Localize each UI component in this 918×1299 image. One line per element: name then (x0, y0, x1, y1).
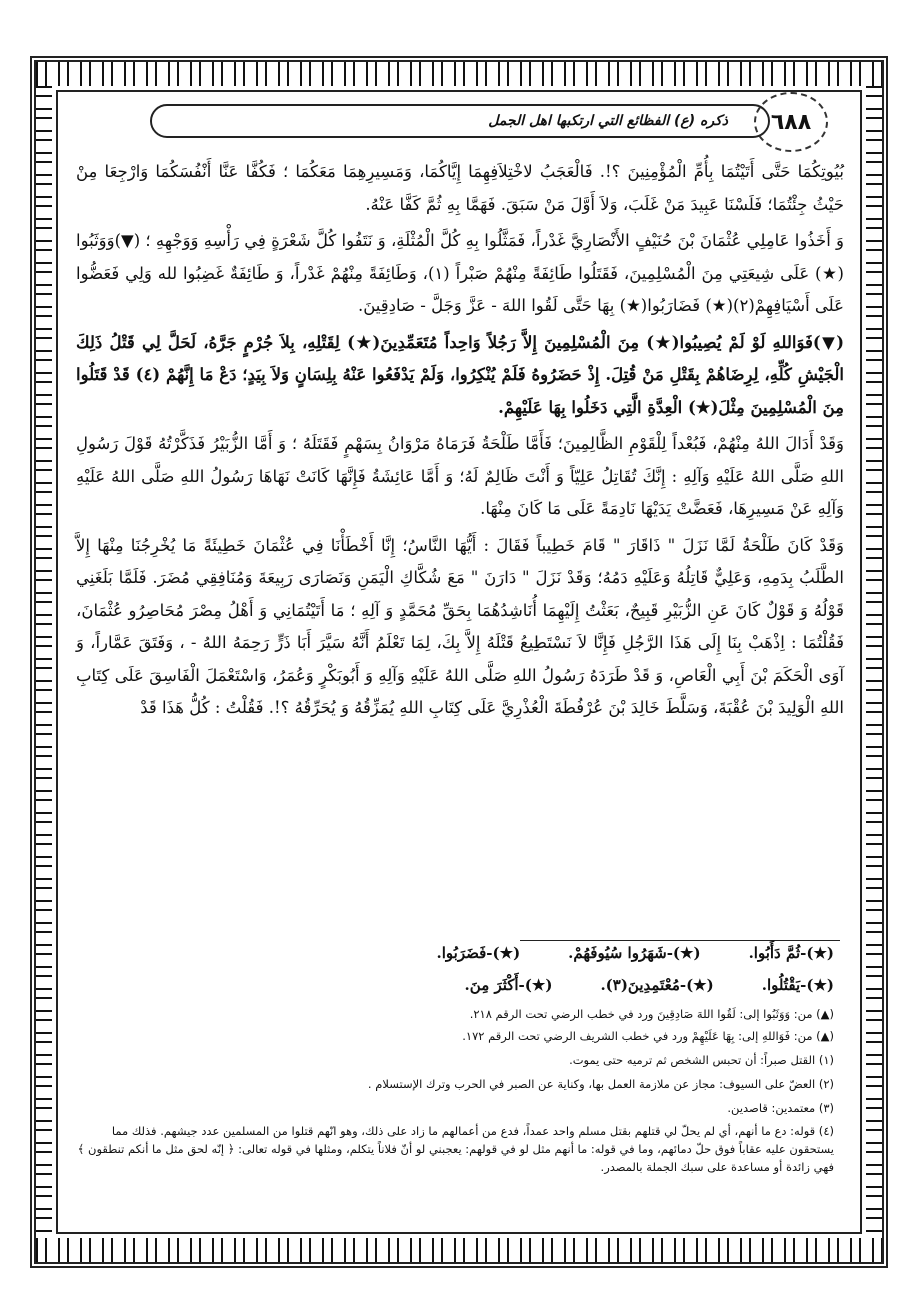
variant-reading: (★)-ثُمَّ دَأَبُوا. (748, 944, 834, 962)
footnote-separator (520, 940, 840, 941)
footnote: (▲) من: فَوَاللهِ إلى: بِهَا عَلَيْهِمْ ورد في خطب الشريف الرضي تحت الرقم ١٧٢. (462, 1029, 834, 1043)
variant-readings-row (465, 976, 834, 994)
variant-reading: (★)-يَقْتُلُوا. (761, 976, 834, 994)
main-text (76, 156, 844, 725)
variant-readings-row (437, 944, 834, 962)
ornament-band-top (36, 62, 882, 86)
ornament-band-bottom (36, 1238, 882, 1262)
footnote: (١) القتل صبراً: أن تحبس الشخص ثم ترميه حتى يموت. (569, 1053, 834, 1067)
ornament-band-left (36, 86, 52, 1238)
paragraph: وَقَدْ كَانَ طَلْحَةُ لَمَّا نَزَلَ " ذَاقَارَ " قَامَ خَطِيباً فَقَالَ : أَيُّهَا النَّاسُ؛ إِنَّا أَخْطَأْنَا فِي عُثْمَانَ خَطِيئَةً مَا يُخْرِجُنَا مِنْهَا إِلاَّ الطَّلَبُ بِدَمِهِ، وَعَلِيٌّ قَاتِلُهُ وَعَلَيْهِ دَمُهُ؛ وَقَدْ نَزَلَ " دَارَنَ " مَعَ شُكَّاكِ الْيَمَنِ وَنَصَارَى رَبِيعَةَ وَمُنَافِقِي مُضَرَ. فَلَمَّا بَلَغَنِي قَوْلُهُ وَ قَوْلٌ كَانَ عَنِ الزُّبَيْرِ قَبِيحٌ، بَعَثْتُ إِلَيْهِمَا أُنَاشِدُهُمَا بِحَقِّ مُحَمَّدٍ وَ آلِهِ ؛ مَا أَتَيْتُمَانِي وَ أَهْلُ مِصْرَ مُحَاصِرُو عُثْمَانَ، فَقُلْتُمَا : اِذْهَبْ بِنَا إِلَى هَذَا الرَّجُلِ فَإِنَّا لاَ نَسْتَطِيعُ قَتْلَهُ إِلاَّ بِكَ، لِمَا تَعْلَمُ أَنَّهُ سَيَّرَ أَبَا ذَرٍّ رَحِمَهُ اللهُ - ، وَفَتَقَ عَمَّاراً، وَ آوَى الْحَكَمَ بْنَ أَبِي الْعَاصِ، وَ قَدْ طَرَدَهُ رَسُولُ اللهِ صَلَّى اللهُ عَلَيْهِ وَآلِهِ وَ أَبُوبَكْرٍ وَعُمَرُ، وَاسْتَعْمَلَ الْفَاسِقَ عَلَى كِتَابِ اللهِ الْوَلِيدَ بْنَ عُقْبَةَ، وَسَلَّطَ خَالِدَ بْنَ عُرْفُطَةَ الْعُذْرِيَّ عَلَى كِتَابِ اللهِ يُمَزِّقُهُ وَ يُحَرِّقُهُ ؟!. فَقُلْتُ : كُلُّ هَذَا قَدْ (76, 535, 844, 717)
footnote: (٤) قوله: دع ما أنهم، أي لم يحلّ لي قتلهم بقتل مسلم واحد عمداً، فدع من أعمالهم ما زاد على ذلك، وهو انّهم قتلوا من المسلمين عدد جيشهم. فذلك مما يستحقون عليه عقاباً فوق حلّ دمائهم، وما في قوله: ما أنهم مثل لو في قولهم: يعجبني لو أنّ فلاناً يتكلم، ومثلها في قوله تعالى: ﴿ إنّه لحق مثل ما أنكم تنطقون ﴾ فهي زائدة أو مساعدة على سبك الجملة بالمصدر. (77, 1124, 834, 1174)
variant-reading: (★)-فَضَرَبُوا. (436, 944, 521, 962)
footnote: (٢) العضّ على السيوف: مجاز عن ملازمة العمل بها، وكناية عن الصبر في الحرب وترك الإستسلام . (367, 1077, 834, 1091)
header-title: ذكره (ع) الفظائع التي ارتكبها اهل الجمل (488, 113, 728, 129)
running-header (150, 100, 790, 142)
variant-reading: (★)-مُعْتَمِدِينَ(٣). (600, 976, 714, 994)
footnote: (٣) معتمدين: قاصدين. (727, 1101, 834, 1115)
paragraph: وَ أَخَذُوا عَامِلِي عُثْمَانَ بْنَ حُنَيْفٍ الأَنْصَارِيَّ غَدْراً، فَمَثَّلُوا بِهِ كُلَّ الْمُثْلَةِ، وَ نَتَفُوا كُلَّ شَعْرَةٍ فِي رَأْسِهِ وَوَجْهِهِ ؛ (▼)وَوَثَبُوا (★) عَلَى شِيعَتِي مِنَ الْمُسْلِمِينَ، فَقَتَلُوا طَائِفَةً مِنْهُمْ صَبْراً (١)، وَطَائِفَةً مِنْهُمْ غَدْراً، وَ طَائِفَةٌ غَضِبُوا لله وَلِي فَعَضُّوا عَلَى أَسْيَافِهِمْ(٢)(★) فَضَارَبُوا(★) بِهَا حَتَّى لَقُوا اللهَ - عَزَّ وَجَلَّ - صَادِقِينَ. (76, 231, 844, 315)
page-number-badge (754, 92, 828, 152)
ornament-band-right (866, 86, 882, 1238)
page-number: ٦٨٨ (770, 109, 812, 135)
header-title-box (150, 104, 770, 138)
variant-reading: (★)-أَكْثَرَ مِنَ. (464, 976, 553, 994)
variant-reading: (★)-شَهَرُوا سُيُوفَهُمْ. (568, 944, 701, 962)
paragraph: بُيُوتِكُمَا حَتَّى أَتَيْتُمَا بِأُمِّ الْمُؤْمِنِينَ ؟!. فَالْعَجَبُ لاخْتِلاَفِهِمَا إِيَّاكُمَا، وَمَسِيرِهِمَا مَعَكُمَا ؛ فَكُفَّا عَنَّا أَنْفُسَكُمَا وَارْجِعَا مِنْ حَيْثُ جِئْتُمَا؛ فَلَسْنَا عَبِيدَ مَنْ غَلَبَ، وَلاَ أَوَّلَ مَنْ سَبَقَ. فَهَمَّا بِهِ ثُمَّ كَفَّا عَنْهُ. (76, 162, 844, 214)
paragraph: (▼)فَوَاللهِ لَوْ لَمْ يُصِيبُوا(★) مِنَ الْمُسْلِمِينَ إِلاَّ رَجُلاً وَاحِداً مُتَعَمِّدِينَ(★) لِقَتْلِهِ، بِلاَ جُرْمٍ جَرَّهُ، لَحَلَّ لِي قَتْلُ ذَلِكَ الْجَيْشِ كُلِّهِ، لِرِضَاهُمْ بِقَتْلِ مَنْ قُتِلَ. إِذْ حَضَرُوهُ فَلَمْ يُنْكِرُوا، وَلَمْ يَدْفَعُوا عَنْهُ بِلِسَانٍ وَلاَ بِيَدٍ؛ دَعْ مَا إِنَّهُمْ (٤) قَدْ قَتَلُوا مِنَ الْمُسْلِمِينَ مِثْلَ(★) الْعِدَّةِ الَّتِي دَخَلُوا بِهَا عَلَيْهِمْ. (76, 332, 845, 417)
paragraph: وَقَدْ أَدَالَ اللهُ مِنْهُمْ، فَبُعْداً لِلْقَوْمِ الظَّالِمِينَ؛ فَأَمَّا طَلْحَةُ فَرَمَاهُ مَرْوَانُ بِسَهْمٍ فَقَتَلَهُ ؛ وَ أَمَّا الزُّبَيْرُ فَذَكَّرْتُهُ قَوْلَ رَسُولِ اللهِ صَلَّى اللهُ عَلَيْهِ وَآلِهِ : إِنَّكَ تُقَاتِلُ عَلِيّاً وَ أَنْتَ ظَالِمٌ لَهُ؛ وَ أَمَّا عَائِشَةُ فَإِنَّهَا كَانَتْ نَهَاهَا رَسُولُ اللهِ صَلَّى اللهُ عَلَيْهِ وَآلِهِ عَنْ مَسِيرِهَا، فَعَضَّتْ يَدَيْهَا نَادِمَةً عَلَى مَا كَانَ مِنْهَا. (76, 434, 844, 518)
footnote: (▲) من: وَوَثَبُوا إلى: لَقُوا اللهَ صَادِقِينَ ورد في خطب الرضي تحت الرقم ٢١٨. (469, 1007, 834, 1021)
